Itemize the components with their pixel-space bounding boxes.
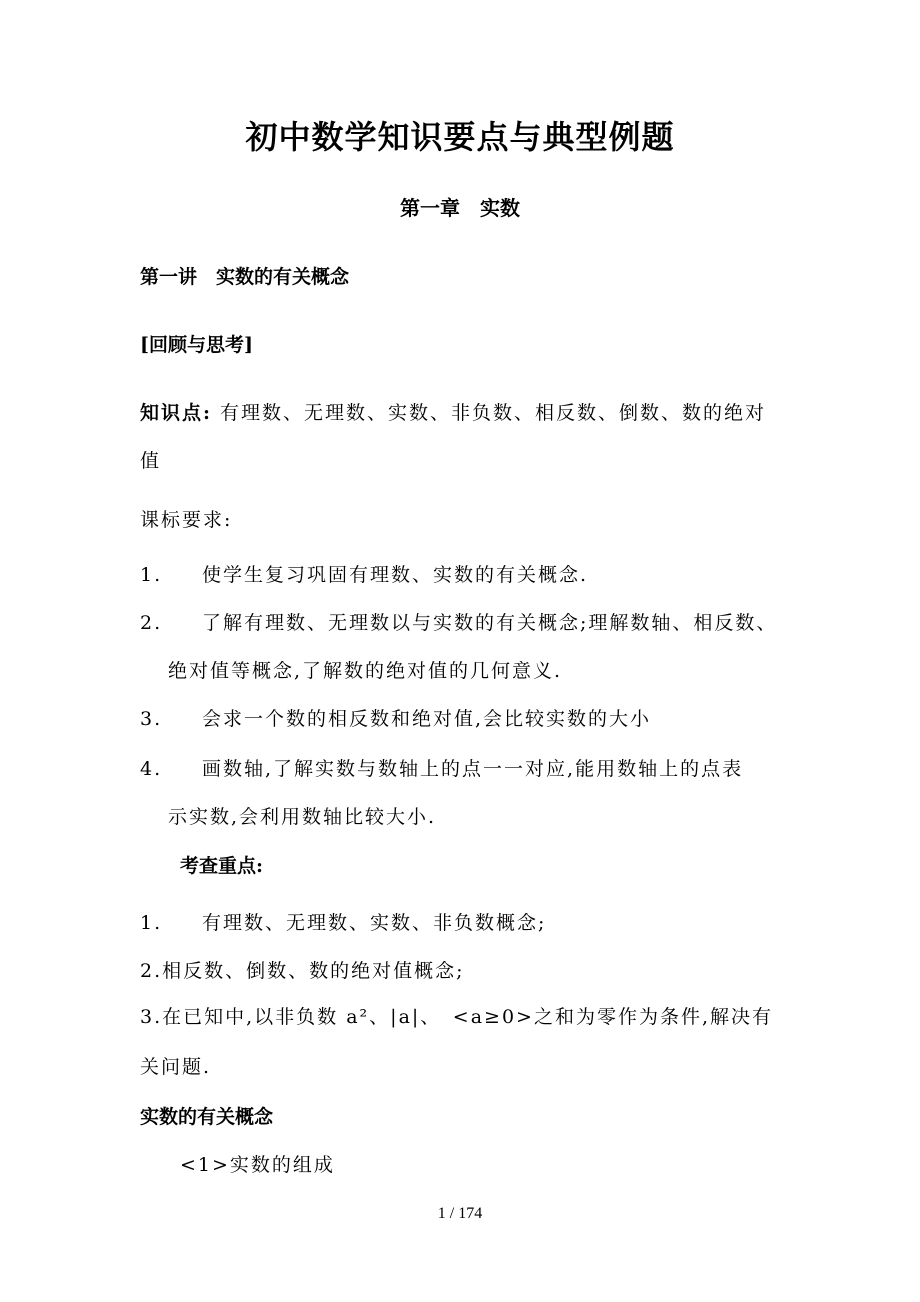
focus-item — [140, 1004, 773, 1030]
document-title: 初中数学知识要点与典型例题 — [245, 118, 675, 156]
requirement-text: 使学生复习巩固有理数、实数的有关概念. — [202, 564, 589, 586]
requirement-item — [140, 706, 651, 732]
chapter-title: 第一章 实数 — [400, 196, 520, 220]
focus-number: 3. — [140, 1006, 163, 1028]
page-indicator: 1 / 174 — [437, 1205, 483, 1222]
knowledge-label: 知识点: — [140, 402, 213, 424]
requirement-text: 了解有理数、无理数以与实数的有关概念;理解数轴、相反数、 — [202, 612, 778, 634]
lecture-heading: 第一讲 实数的有关概念 — [140, 266, 350, 288]
section-heading: 实数的有关概念 — [140, 1106, 274, 1128]
focus-text: 在已知中,以非负数 a²、|a|、 <a≥0>之和为零作为条件,解决有 — [162, 1006, 774, 1028]
focus-number: 1. — [140, 912, 163, 934]
knowledge-text: 有理数、无理数、实数、非负数、相反数、倒数、数的绝对 — [212, 402, 767, 424]
focus-heading: 考查重点: — [180, 855, 264, 877]
focus-item — [140, 958, 465, 984]
focus-text-cont: 关问题. — [140, 1056, 212, 1078]
requirement-text-cont: 绝对值等概念,了解数的绝对值的几何意义. — [168, 660, 563, 682]
requirement-number: 3. — [140, 708, 163, 730]
requirement-item — [140, 610, 777, 636]
requirement-text: 会求一个数的相反数和绝对值,会比较实数的大小 — [202, 708, 652, 730]
standards-heading: 课标要求: — [140, 509, 233, 531]
requirement-item — [140, 562, 588, 588]
requirement-text-cont: 示实数,会利用数轴比较大小. — [168, 806, 437, 828]
focus-text: 相反数、倒数、数的绝对值概念; — [162, 960, 465, 982]
knowledge-text-cont: 值 — [140, 450, 162, 472]
requirement-item — [140, 756, 743, 782]
focus-number: 2. — [140, 960, 163, 982]
focus-item — [140, 910, 546, 936]
requirement-text: 画数轴,了解实数与数轴上的点一一对应,能用数轴上的点表 — [202, 758, 744, 780]
requirement-number: 4. — [140, 758, 163, 780]
requirement-number: 1. — [140, 564, 163, 586]
knowledge-points — [140, 400, 766, 426]
focus-text: 有理数、无理数、实数、非负数概念; — [202, 912, 547, 934]
requirement-number: 2. — [140, 612, 163, 634]
subsection-heading: <1>实数的组成 — [180, 1154, 335, 1176]
review-heading: [回顾与思考] — [140, 334, 253, 356]
